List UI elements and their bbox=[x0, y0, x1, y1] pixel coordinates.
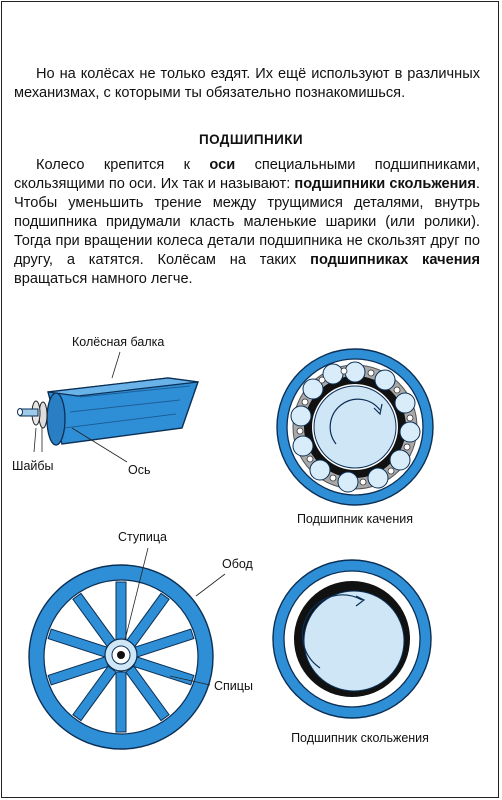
section-heading: ПОДШИПНИКИ bbox=[198, 132, 303, 147]
caption-plain-bearing: Подшипник скольжения bbox=[291, 731, 429, 745]
label-hub: Ступица bbox=[118, 530, 168, 544]
wheel-illustration bbox=[29, 548, 225, 749]
term-axle: оси bbox=[209, 157, 236, 173]
term-plain-bearings: подшипники скольжения bbox=[294, 176, 476, 192]
caption-ball-bearing: Подшипник качения bbox=[296, 512, 414, 526]
label-spokes: Спицы bbox=[214, 679, 253, 693]
label-wheel-beam: Колёсная балка bbox=[72, 335, 165, 349]
para-text-2: специальными подшипниками, скользящими по оси. Их так и называют: bbox=[14, 157, 481, 192]
label-washers: Шайбы bbox=[12, 459, 54, 473]
para-text-3: . Чтобы уменьшить трение между трущимися деталями, внутрь подшипника придумали класть маленькие шарики (или ролики). Тогда при вращении колеса детали подшипника не скользят друг по другу, а катятся. Колёсам на таких bbox=[14, 176, 480, 268]
para-text-1: Колесо крепится к bbox=[36, 157, 210, 173]
para-text-4: вращаться намного легче. bbox=[14, 271, 193, 287]
ball-bearing-illustration bbox=[277, 349, 433, 505]
intro-paragraph: Но на колёсах не только ездят. Их ещё используют в различных механизмах, с которыми ты обязательно познакомишься. bbox=[14, 66, 480, 101]
wheel-beam-illustration bbox=[18, 352, 199, 462]
plain-bearing-illustration bbox=[273, 560, 431, 718]
label-axle: Ось bbox=[128, 463, 151, 477]
term-ball-bearings: подшипниках качения bbox=[310, 252, 481, 268]
label-rim: Обод bbox=[222, 557, 253, 571]
